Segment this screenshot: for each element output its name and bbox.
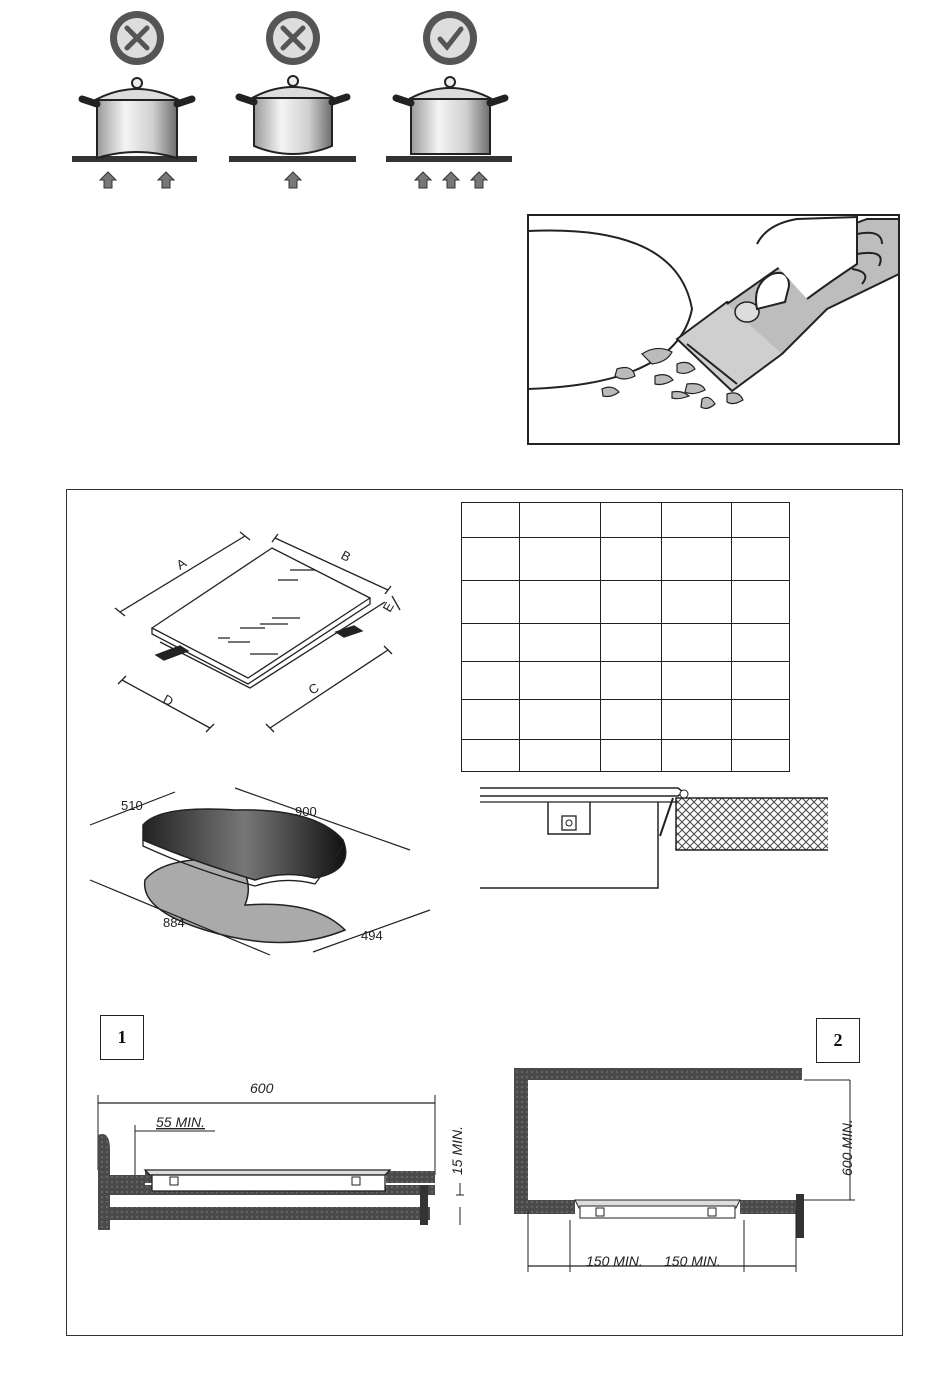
- specification-table: [461, 502, 790, 772]
- figure-2-top-min: 600 MIN.: [839, 1119, 855, 1176]
- cross-icon: [110, 11, 164, 65]
- dimension-d-label: D: [160, 691, 176, 710]
- figure-1-drawing: [90, 1075, 470, 1235]
- figure-1-side-min: 55 MIN.: [156, 1114, 206, 1130]
- figure-2-left-min: 150 MIN.: [586, 1253, 643, 1269]
- figure-2-right-min: 150 MIN.: [664, 1253, 721, 1269]
- cutout-width-510: 510: [121, 798, 143, 813]
- dimension-b-label: B: [338, 547, 354, 565]
- cutout-width-884: 884: [163, 915, 185, 930]
- check-icon: [423, 11, 477, 65]
- figure-1-width: 600: [250, 1080, 274, 1096]
- figure-2-drawing: [500, 1060, 870, 1280]
- cutout-dimensions-drawing: [85, 780, 445, 960]
- cross-icon: [266, 11, 320, 65]
- figure-2-number: 2: [816, 1018, 860, 1063]
- worktop-clamp-drawing: [478, 786, 828, 896]
- pot-convex-bottom: [229, 76, 356, 162]
- hob-dimensions-drawing: [100, 530, 420, 740]
- figure-1-number: 1: [100, 1015, 144, 1060]
- dimension-a-label: A: [173, 555, 189, 573]
- cutout-width-900: 900: [295, 804, 317, 819]
- dimension-c-label: C: [305, 679, 322, 698]
- dimension-e-label: E: [379, 599, 397, 615]
- pot-concave-bottom: [72, 78, 197, 162]
- cutout-width-494: 494: [361, 928, 383, 943]
- scraper-cleaning-illustration: [527, 214, 900, 445]
- heat-arrows: [100, 172, 487, 188]
- pot-placement-illustration: [0, 0, 520, 200]
- pot-flat-bottom: [386, 77, 512, 162]
- figure-1-depth-min: 15 MIN.: [449, 1125, 465, 1175]
